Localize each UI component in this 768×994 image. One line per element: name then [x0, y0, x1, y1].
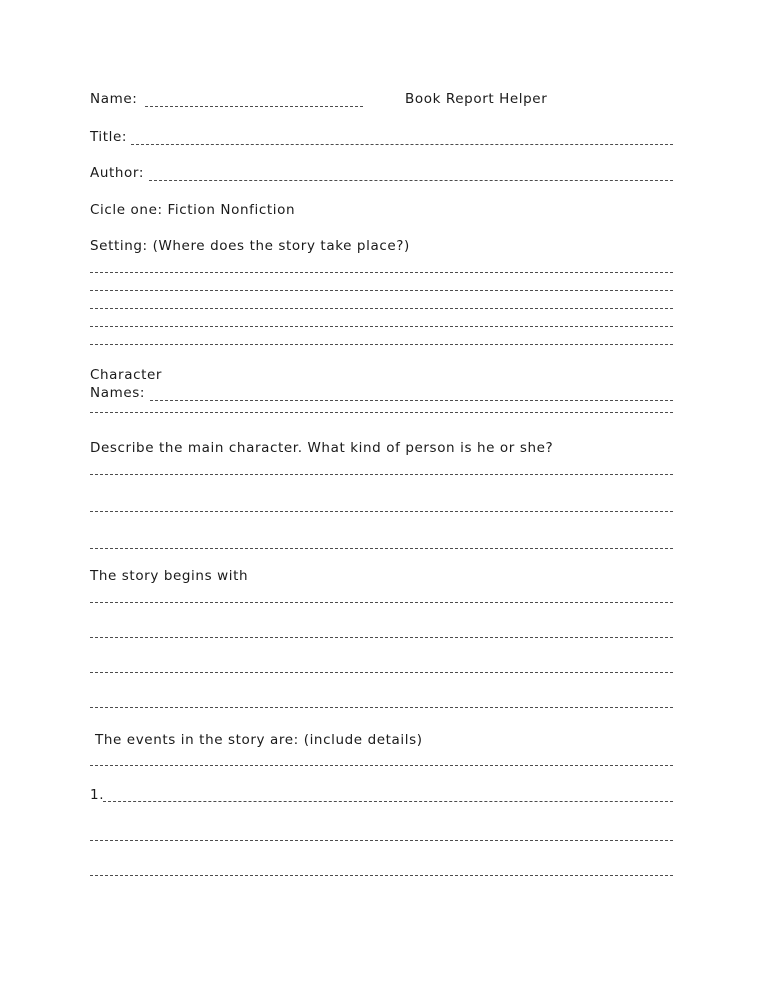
story-events-answer-line[interactable] — [90, 875, 673, 876]
name-write-in-line[interactable] — [145, 106, 363, 107]
story-begins-answer-line[interactable] — [90, 602, 673, 603]
story-events-item-write-in-line[interactable] — [103, 801, 673, 802]
title-write-in-line[interactable] — [131, 144, 673, 145]
setting-answer-line[interactable] — [90, 272, 673, 273]
character-names-answer-line[interactable] — [90, 412, 673, 413]
character-names-write-in-line[interactable] — [150, 400, 673, 401]
setting-answer-line[interactable] — [90, 326, 673, 327]
page-title: Book Report Helper — [405, 91, 548, 107]
title-field-label: Title: — [90, 129, 128, 145]
setting-answer-line[interactable] — [90, 308, 673, 309]
describe-character-prompt: Describe the main character. What kind of person is he or she? — [90, 440, 554, 456]
story-events-answer-line[interactable] — [90, 765, 673, 766]
story-events-prompt: The events in the story are: (include details) — [95, 732, 423, 748]
story-begins-answer-line[interactable] — [90, 637, 673, 638]
story-begins-answer-line[interactable] — [90, 672, 673, 673]
character-names-prompt-line-2: Names: — [90, 385, 146, 401]
character-names-prompt-line-1: Character — [90, 367, 163, 383]
title-field-row — [90, 131, 690, 145]
author-field-label: Author: — [90, 165, 144, 181]
describe-character-answer-line[interactable] — [90, 511, 673, 512]
name-field-label: Name: — [90, 91, 138, 107]
setting-prompt: Setting: (Where does the story take place?) — [90, 238, 410, 254]
describe-character-answer-line[interactable] — [90, 474, 673, 475]
story-begins-answer-line[interactable] — [90, 707, 673, 708]
story-events-item-number: 1. — [90, 787, 105, 803]
name-field-row — [90, 93, 690, 107]
describe-character-answer-line[interactable] — [90, 548, 673, 549]
author-field-row — [90, 167, 690, 181]
setting-answer-line[interactable] — [90, 290, 673, 291]
story-begins-prompt: The story begins with — [90, 568, 249, 584]
story-events-answer-line[interactable] — [90, 840, 673, 841]
genre-prompt: Cicle one: Fiction Nonfiction — [90, 202, 296, 218]
author-write-in-line[interactable] — [149, 180, 673, 181]
setting-answer-line[interactable] — [90, 344, 673, 345]
